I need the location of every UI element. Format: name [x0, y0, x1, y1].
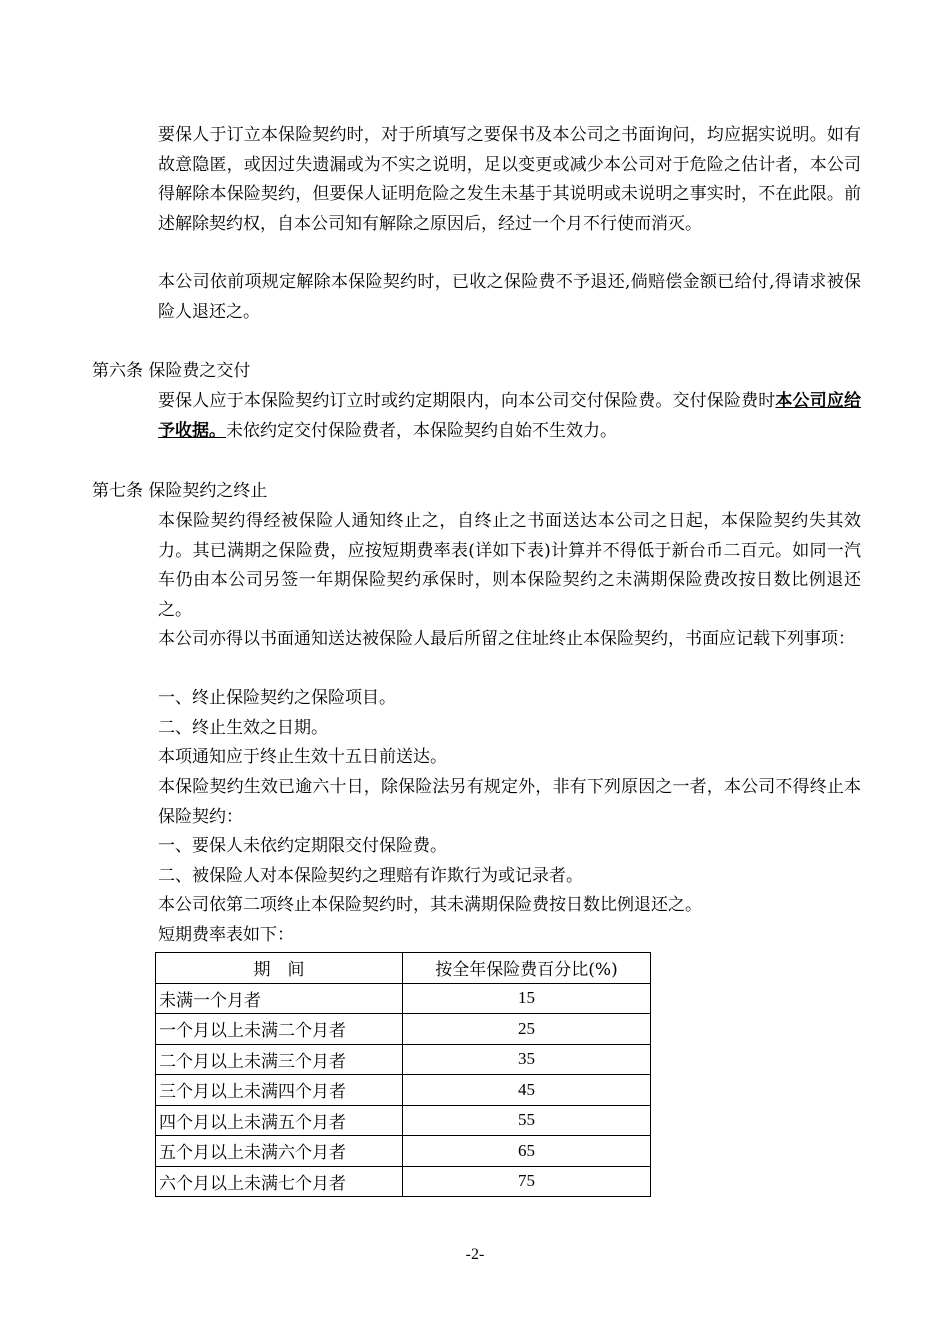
percentage-cell: 55: [403, 1105, 651, 1136]
section6-emphasis-receipt: 本公司应给予收据。: [158, 391, 862, 441]
section7-list-item-1: 一、终止保险契约之保险项目。: [158, 688, 396, 708]
period-cell: 六个月以上未满七个月者: [156, 1166, 403, 1197]
period-cell: 二个月以上未满三个月者: [156, 1044, 403, 1075]
page-number: -2-: [465, 1246, 485, 1263]
table-row: [156, 1044, 651, 1075]
section6-text-before: 要保人应于本保险契约订立时或约定期限内，向本公司交付保险费。交付保险费时: [158, 391, 776, 411]
section5-paragraph-1: 要保人于订立本保险契约时，对于所填写之要保书及本公司之书面询问，均应据实说明。如有故意隐匿，或因过失遗漏或为不实之说明，足以变更或减少本公司对于危险之估计者，本公司得解除本保险契约，但要保人证明危险之发生未基于其说明或未说明之事实时，不在此限。前述解除契约权，自本公司知有解除之原因后，经过一个月不行使而消灭。: [158, 125, 861, 234]
section7-paragraph-5: 本公司依第二项终止本保险契约时，其未满期保险费按日数比例退还之。: [158, 895, 702, 915]
section7-paragraph-6: 短期费率表如下：: [158, 925, 294, 945]
table-row: [156, 1136, 651, 1167]
period-cell: 四个月以上未满五个月者: [156, 1105, 403, 1136]
column-header-period: 期 间: [156, 953, 403, 984]
percentage-cell: 75: [403, 1166, 651, 1197]
period-cell: 五个月以上未满六个月者: [156, 1136, 403, 1167]
table-row: [156, 1014, 651, 1045]
table-row: [156, 1166, 651, 1197]
percentage-cell: 45: [403, 1075, 651, 1106]
section6-text-after: 未依约定交付保险费者，本保险契约自始不生效力。: [226, 420, 617, 441]
period-cell: 一个月以上未满二个月者: [156, 1014, 403, 1045]
table-row: [156, 1075, 651, 1106]
section7-list-item-3: 一、要保人未依约定期限交付保险费。: [158, 836, 447, 856]
section6-heading: 第六条 保险费之交付: [92, 361, 251, 381]
section7-paragraph-2: 本公司亦得以书面通知送达被保险人最后所留之住址终止本保险契约，书面应记载下列事项：: [158, 629, 855, 649]
table-header-row: [156, 953, 651, 984]
section7-paragraph-3: 本项通知应于终止生效十五日前送达。: [158, 747, 447, 767]
percentage-cell: 65: [403, 1136, 651, 1167]
period-cell: 三个月以上未满四个月者: [156, 1075, 403, 1106]
table-row: [156, 1105, 651, 1136]
table-row: [156, 983, 651, 1014]
section7-list-item-4: 二、被保险人对本保险契约之理赔有诈欺行为或记录者。: [158, 866, 583, 886]
period-cell: 未满一个月者: [156, 983, 403, 1014]
section7-heading: 第七条 保险契约之终止: [92, 481, 268, 501]
section7-paragraph-1: 本保险契约得经被保险人通知终止之，自终止之书面送达本公司之日起，本保险契约失其效力。其已满期之保险费，应按短期费率表(详如下表)计算并不得低于新台币二百元。如同一汽车仍由本公司另签一年期保险契约承保时，则本保险契约之未满期保险费改按日数比例退还之。: [158, 511, 861, 620]
section7-list-item-2: 二、终止生效之日期。: [158, 718, 328, 738]
section6-paragraph-1: [158, 387, 861, 446]
section7-paragraph-4: 本保险契约生效已逾六十日，除保险法另有规定外，非有下列原因之一者，本公司不得终止本保险契约：: [158, 777, 861, 827]
column-header-percentage: 按全年保险费百分比(%): [403, 953, 651, 984]
percentage-cell: 35: [403, 1044, 651, 1075]
section5-paragraph-2: 本公司依前项规定解除本保险契约时，已收之保险费不予退还,倘赔偿金额已给付,得请求被保险人退还之。: [158, 272, 861, 322]
percentage-cell: 15: [403, 983, 651, 1014]
percentage-cell: 25: [403, 1014, 651, 1045]
short-term-rate-table: [155, 952, 651, 1197]
